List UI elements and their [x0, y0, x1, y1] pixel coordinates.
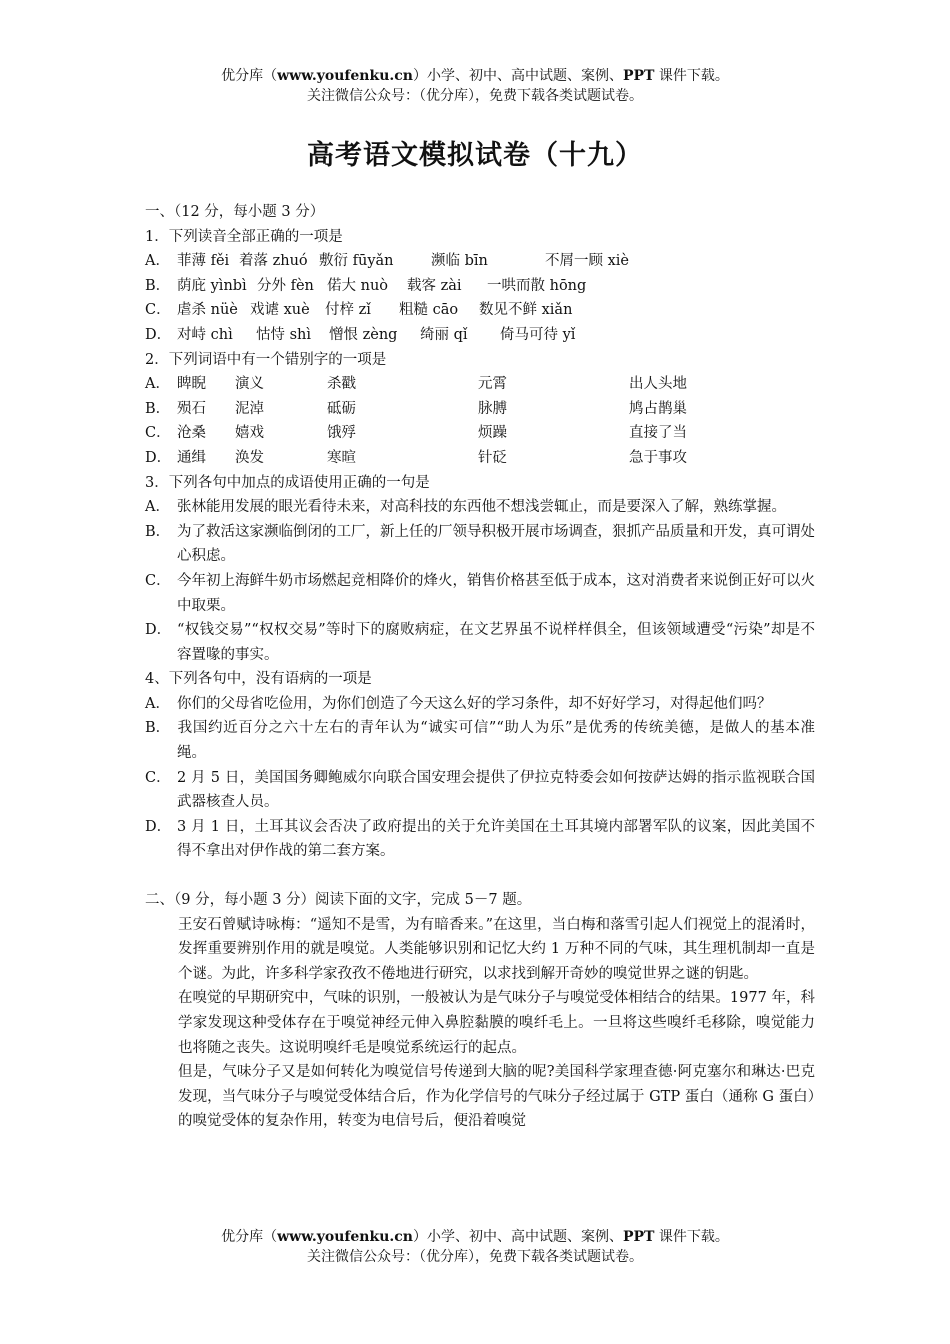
option-item: 出人头地	[629, 376, 687, 393]
option-item: 杀戳	[327, 376, 356, 393]
option-text: 张林能用发展的眼光看待未来，对高科技的东西他不想浅尝辄止，而是要深入了解，熟练掌握。	[177, 499, 786, 516]
q1-option-row	[145, 323, 815, 348]
option-label: D．	[145, 622, 172, 639]
option-item: 濒临 bīn	[431, 253, 488, 270]
option-item: 数见不鲜 xiǎn	[479, 302, 573, 319]
q1-option-row	[145, 298, 815, 323]
header-line-2: 关注微信公众号：（优分库），免费下载各类试题试卷。	[307, 88, 643, 104]
option-label: C．	[145, 302, 171, 319]
option-item: 沧桑	[177, 425, 206, 442]
option-label: C．	[145, 572, 171, 589]
q1-stem: 1．下列读音全部正确的一项是	[145, 228, 343, 245]
option-item: 绮丽 qǐ	[420, 326, 468, 343]
option-text: 我国约近百分之六十左右的青年认为“诚实可信”“助人为乐”是优秀的传统美德，是做人的基本准绳。	[177, 720, 815, 762]
passage-paragraph: 但是，气味分子又是如何转化为嗅觉信号传递到大脑的呢?美国科学家理查德·阿克塞尔和琳达·巴克发现，当气味分子与嗅觉受体结合后，作为化学信号的气味分子经过属于 GTP 蛋白（通称 G 蛋白）的嗅觉受体的复杂作用，转变为电信号后，便沿着嗅觉	[178, 1064, 815, 1130]
option-text: 3 月 1 日，土耳其议会否决了政府提出的关于允许美国在土耳其境内部署军队的议案，因此美国不得不拿出对伊作战的第二套方案。	[177, 818, 815, 860]
q3-option	[145, 520, 815, 569]
option-label: B．	[145, 720, 171, 737]
option-item: 寒暄	[327, 449, 356, 466]
option-text: “权钱交易”“权权交易”等时下的腐败病症，在文艺界虽不说样样俱全，但该领域遭受“污染”却是不容置喙的事实。	[177, 622, 815, 663]
q3-stem: 3．下列各句中加点的成语使用正确的一句是	[145, 474, 430, 491]
option-item: 戏谑 xuè	[250, 302, 310, 319]
option-label: A．	[145, 499, 170, 516]
footer-line-1	[0, 1227, 950, 1247]
option-label: B．	[145, 523, 171, 540]
header-url[interactable]: www.youfenku.cn	[277, 68, 413, 84]
option-item: 烦躁	[478, 425, 507, 442]
header-ppt: PPT	[622, 68, 655, 84]
option-item: 着落 zhuó	[239, 253, 308, 270]
option-item: 憎恨 zèng	[329, 326, 398, 343]
q2-option-row	[145, 446, 815, 471]
option-label: C．	[145, 425, 171, 442]
page-header	[0, 66, 950, 106]
option-item: 怙恃 shì	[256, 326, 312, 343]
option-label: D．	[145, 818, 172, 835]
section1-heading: 一、（12 分，每小题 3 分）	[145, 204, 325, 220]
footer-prefix: 优分库（	[221, 1229, 278, 1245]
q2-option-row	[145, 397, 815, 422]
option-item: 偌大 nuò	[327, 277, 389, 294]
option-item: 载客 zài	[407, 277, 462, 294]
q3-option	[145, 495, 815, 520]
q1-option-row	[145, 274, 815, 299]
header-line-1	[0, 66, 950, 86]
option-item: 直接了当	[629, 425, 687, 442]
option-label: B．	[145, 277, 171, 294]
option-item: 泥淖	[235, 400, 264, 417]
option-item: 饿殍	[327, 425, 356, 442]
option-item: 演义	[235, 376, 264, 393]
q2-options	[145, 372, 815, 470]
option-item: 急于事攻	[629, 449, 687, 466]
q2-option-row	[145, 421, 815, 446]
option-item: 虐杀 nüè	[177, 302, 238, 319]
header-prefix: 优分库（	[221, 68, 278, 84]
option-item: 脉膊	[478, 400, 507, 417]
option-item: 涣发	[235, 449, 264, 466]
footer-line-2: 关注微信公众号：（优分库），免费下载各类试题试卷。	[307, 1249, 643, 1265]
option-label: A．	[145, 253, 170, 270]
section2-heading: 二、（9 分，每小题 3 分）阅读下面的文字，完成 5－7 题。	[145, 892, 532, 909]
option-item: 砥砺	[327, 400, 356, 417]
option-item: 不屑一顾 xiè	[545, 253, 630, 270]
option-text: 你们的父母省吃俭用，为你们创造了今天这么好的学习条件，却不好好学习，对得起他们吗？	[177, 695, 772, 712]
q4-stem: 4、下列各句中，没有语病的一项是	[145, 671, 372, 688]
option-item: 嬉戏	[235, 425, 264, 442]
option-item: 荫庇 yìnbì	[177, 277, 247, 294]
option-item: 敷衍 fūyǎn	[319, 253, 394, 270]
option-item: 睥睨	[177, 376, 206, 393]
option-label: C．	[145, 769, 171, 786]
option-label: D．	[145, 326, 172, 343]
option-item: 付梓 zǐ	[325, 302, 371, 319]
option-item: 针砭	[478, 449, 507, 466]
option-item: 对峙 chì	[177, 326, 233, 343]
passage-paragraph: 王安石曾赋诗咏梅：“遥知不是雪，为有暗香来。”在这里，当白梅和落雪引起人们视觉上的混淆时，发挥重要辨别作用的就是嗅觉。人类能够识别和记忆大约 1 万种不同的气味，其生理机制却一直是个谜。为此，许多科学家孜孜不倦地进行研究，以求找到解开奇妙的嗅觉世界之谜的钥匙。	[178, 916, 815, 982]
option-item: 通缉	[177, 449, 206, 466]
option-item: 粗糙 cāo	[399, 302, 459, 319]
option-label: B．	[145, 400, 171, 417]
option-item: 倚马可待 yǐ	[500, 326, 576, 343]
header-suffix: ）小学、初中、高中试题、案例、	[412, 68, 623, 84]
q2-stem: 2．下列词语中有一个错别字的一项是	[145, 351, 387, 368]
q1-options	[145, 249, 815, 347]
option-item: 元霄	[478, 376, 507, 393]
option-item: 菲薄 fěi	[177, 253, 230, 270]
q1-option-row	[145, 249, 815, 274]
option-text: 为了救活这家濒临倒闭的工厂，新上任的厂领导积极开展市场调查，狠抓产品质量和开发，真可谓处心积虑。	[177, 523, 815, 565]
q4-option	[145, 815, 815, 864]
option-label: A．	[145, 695, 170, 712]
q2-option-row	[145, 372, 815, 397]
option-item: 一哄而散 hōng	[487, 277, 587, 294]
option-label: A．	[145, 376, 170, 393]
option-text: 2 月 5 日，美国国务卿鲍威尔向联合国安理会提供了伊拉克特委会如何按萨达姆的指示监视联合国武器核查人员。	[177, 769, 815, 811]
reading-passage	[145, 913, 815, 1134]
option-text: 今年初上海鲜牛奶市场燃起竞相降价的烽火，销售价格甚至低于成本，这对消费者来说倒正好可以火中取栗。	[177, 572, 815, 614]
option-label: D．	[145, 449, 172, 466]
q4-options	[145, 692, 815, 864]
passage-paragraph: 在嗅觉的早期研究中，气味的识别，一般被认为是气味分子与嗅觉受体相结合的结果。1977 年，科学家发现这种受体存在于嗅觉神经元伸入鼻腔黏膜的嗅纤毛上。一旦将这些嗅纤毛移除，嗅觉能力也将随之丧失。这说明嗅纤毛是嗅觉系统运行的起点。	[178, 990, 815, 1056]
q3-options	[145, 495, 815, 667]
q3-option	[145, 569, 815, 618]
q3-option	[145, 618, 815, 667]
option-item: 分外 fèn	[257, 277, 314, 294]
q4-option	[145, 692, 815, 717]
page-footer	[0, 1227, 950, 1267]
section-spacer	[145, 864, 815, 888]
footer-url[interactable]: www.youfenku.cn	[277, 1229, 413, 1245]
footer-suffix: ）小学、初中、高中试题、案例、	[412, 1229, 623, 1245]
q4-option	[145, 716, 815, 765]
exam-content	[145, 200, 815, 1134]
page-title: 高考语文模拟试卷（十九）	[307, 140, 643, 171]
footer-end: 课件下载。	[654, 1229, 729, 1245]
footer-ppt: PPT	[622, 1229, 655, 1245]
option-item: 殒石	[177, 400, 206, 417]
option-item: 鸠占鹊巢	[629, 400, 687, 417]
q4-option	[145, 766, 815, 815]
header-end: 课件下载。	[654, 68, 729, 84]
